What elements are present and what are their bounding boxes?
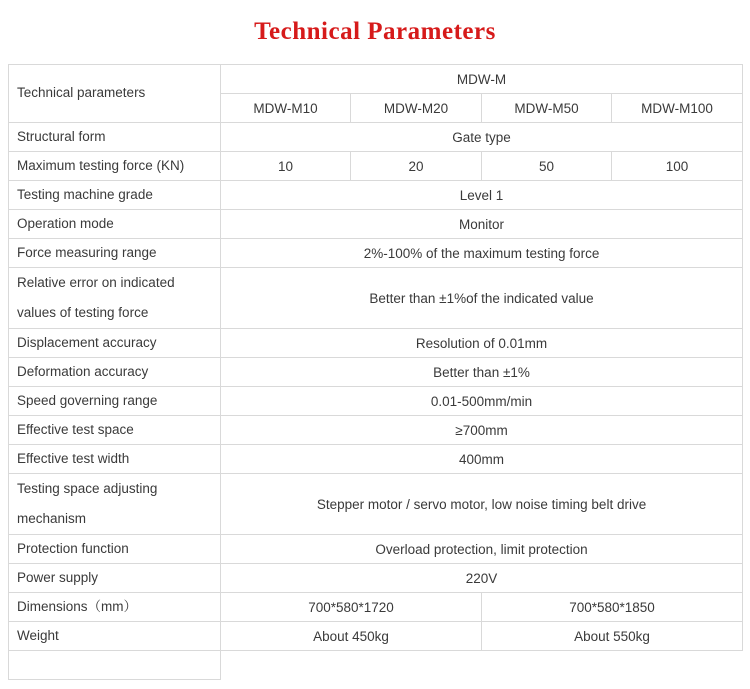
header-series-cell: MDW-M (221, 65, 743, 94)
row-label-machine-grade: Testing machine grade (9, 181, 221, 210)
table-row (9, 239, 743, 268)
row-label-weight: Weight (9, 622, 221, 651)
row-value-dimensions-2: 700*580*1850 (482, 593, 743, 622)
row-label-dimensions: Dimensions（mm） (9, 593, 221, 622)
technical-parameters-table (8, 64, 743, 680)
row-label-power-supply: Power supply (9, 564, 221, 593)
table-row (9, 593, 743, 622)
row-label-displacement-accuracy: Displacement accuracy (9, 329, 221, 358)
table-row (9, 445, 743, 474)
table-row (9, 416, 743, 445)
table-row (9, 622, 743, 651)
table-row (9, 358, 743, 387)
row-value-testing-space-adjusting-mechanism: Stepper motor / servo motor, low noise timing belt drive (221, 474, 743, 535)
blank-cell-value (221, 651, 743, 680)
header-model-3: MDW-M50 (482, 94, 612, 123)
row-label-effective-test-space: Effective test space (9, 416, 221, 445)
table-header-row-series (9, 65, 743, 94)
row-label-testing-space-line2: mechanism (17, 511, 87, 526)
row-label-relative-error-line2: values of testing force (17, 305, 149, 320)
table-row (9, 181, 743, 210)
row-value-relative-error: Better than ±1%of the indicated value (221, 268, 743, 329)
row-value-max-force-3: 50 (482, 152, 612, 181)
row-label-operation-mode: Operation mode (9, 210, 221, 239)
row-label-max-testing-force: Maximum testing force (KN) (9, 152, 221, 181)
page-title: Technical Parameters (254, 18, 496, 45)
table-row (9, 329, 743, 358)
row-label-protection-function: Protection function (9, 535, 221, 564)
row-label-force-measuring-range: Force measuring range (9, 239, 221, 268)
row-value-speed-governing-range: 0.01-500mm/min (221, 387, 743, 416)
row-value-effective-test-space: ≥700mm (221, 416, 743, 445)
row-value-effective-test-width: 400mm (221, 445, 743, 474)
table-row (9, 535, 743, 564)
row-label-effective-test-width: Effective test width (9, 445, 221, 474)
row-label-testing-space-line1: Testing space adjusting (17, 481, 158, 496)
row-value-max-force-2: 20 (351, 152, 482, 181)
row-label-relative-error (9, 268, 221, 329)
table-row (9, 152, 743, 181)
row-value-structural-form: Gate type (221, 123, 743, 152)
row-value-protection-function: Overload protection, limit protection (221, 535, 743, 564)
row-value-max-force-4: 100 (612, 152, 743, 181)
table-row (9, 564, 743, 593)
row-value-operation-mode: Monitor (221, 210, 743, 239)
header-label-cell: Technical parameters (9, 65, 221, 123)
row-value-force-measuring-range: 2%-100% of the maximum testing force (221, 239, 743, 268)
row-label-structural-form: Structural form (9, 123, 221, 152)
header-model-4: MDW-M100 (612, 94, 743, 123)
table-row (9, 123, 743, 152)
row-label-testing-space-adjusting-mechanism (9, 474, 221, 535)
table-row (9, 474, 743, 535)
table-row (9, 387, 743, 416)
blank-cell-label (9, 651, 221, 680)
row-value-weight-1: About 450kg (221, 622, 482, 651)
table-row (9, 210, 743, 239)
row-label-speed-governing-range: Speed governing range (9, 387, 221, 416)
row-label-relative-error-line1: Relative error on indicated (17, 275, 175, 290)
header-model-2: MDW-M20 (351, 94, 482, 123)
row-value-deformation-accuracy: Better than ±1% (221, 358, 743, 387)
row-value-weight-2: About 550kg (482, 622, 743, 651)
row-label-deformation-accuracy: Deformation accuracy (9, 358, 221, 387)
row-value-dimensions-1: 700*580*1720 (221, 593, 482, 622)
row-value-machine-grade: Level 1 (221, 181, 743, 210)
header-model-1: MDW-M10 (221, 94, 351, 123)
row-value-max-force-1: 10 (221, 152, 351, 181)
row-value-power-supply: 220V (221, 564, 743, 593)
table-row (9, 268, 743, 329)
row-value-displacement-accuracy: Resolution of 0.01mm (221, 329, 743, 358)
table-row-blank (9, 651, 743, 680)
